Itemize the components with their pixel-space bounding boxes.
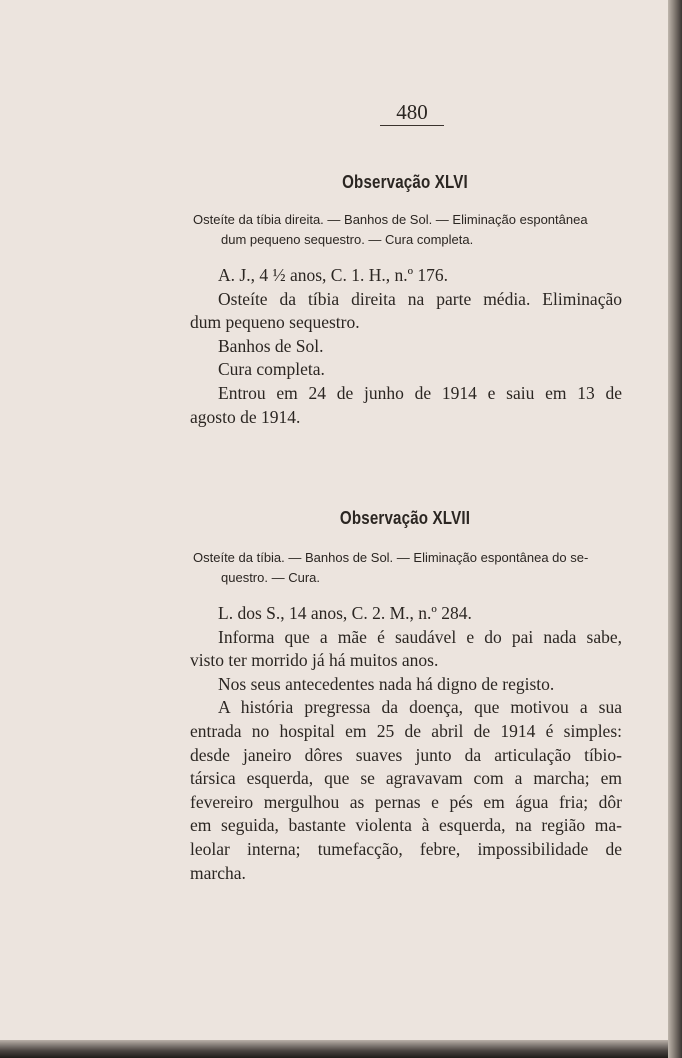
body-line: agosto de 1914.	[190, 406, 301, 427]
observation-summary	[193, 548, 623, 588]
body-line: Entrou em 24 de junho de 1914 e saiu em 13 de	[218, 382, 622, 403]
body-line: Informa que a mãe é saudável e do pai nada sabe,	[218, 626, 622, 647]
body-line: Banhos de Sol.	[218, 335, 324, 356]
body-line: Osteíte da tíbia direita na parte média. Eliminação	[218, 288, 622, 309]
summary-line: Osteíte da tíbia direita. — Banhos de Sol. — Eliminação espontânea	[193, 212, 588, 227]
page-number-rule	[380, 125, 444, 126]
body-line: Cura completa.	[218, 359, 325, 380]
body-line: entrada no hospital em 25 de abril de 1914 é simples:	[190, 720, 622, 741]
page-edge-right	[668, 0, 682, 1058]
body-line: dum pequeno sequestro.	[190, 312, 360, 333]
body-line: visto ter morrido já há muitos anos.	[190, 650, 439, 671]
summary-line: Osteíte da tíbia. — Banhos de Sol. — Eliminação espontânea do se-	[193, 550, 589, 565]
observation-body	[190, 264, 622, 429]
observation-body	[190, 602, 622, 885]
observation-title: Observação XLVII	[339, 508, 471, 528]
body-line: leolar interna; tumefacção, febre, impossibilidade de	[190, 838, 622, 859]
body-line: em seguida, bastante violenta à esquerda, na região ma-	[190, 815, 622, 836]
body-line: fevereiro mergulhou as pernas e pés em água fria; dôr	[190, 791, 622, 812]
summary-line: dum pequeno sequestro. — Cura completa.	[221, 232, 474, 247]
body-line: A. J., 4 ½ anos, C. 1. H., n.º 176.	[218, 265, 449, 285]
body-line: L. dos S., 14 anos, C. 2. M., n.º 284.	[218, 603, 472, 623]
body-line: társica esquerda, que se agravavam com a marcha; em	[190, 768, 622, 789]
page-number: 480	[396, 100, 428, 124]
page-edge-bottom	[0, 1040, 668, 1058]
body-line: Nos seus antecedentes nada há digno de registo.	[218, 673, 555, 694]
body-line: A história pregressa da doença, que motivou a sua	[218, 697, 622, 718]
observation-summary	[193, 210, 623, 250]
summary-line: questro. — Cura.	[221, 570, 320, 585]
body-line: marcha.	[190, 862, 246, 883]
observation-title: Observação XLVI	[342, 172, 468, 192]
body-line: desde janeiro dôres suaves junto da articulação tíbio-	[190, 744, 622, 765]
